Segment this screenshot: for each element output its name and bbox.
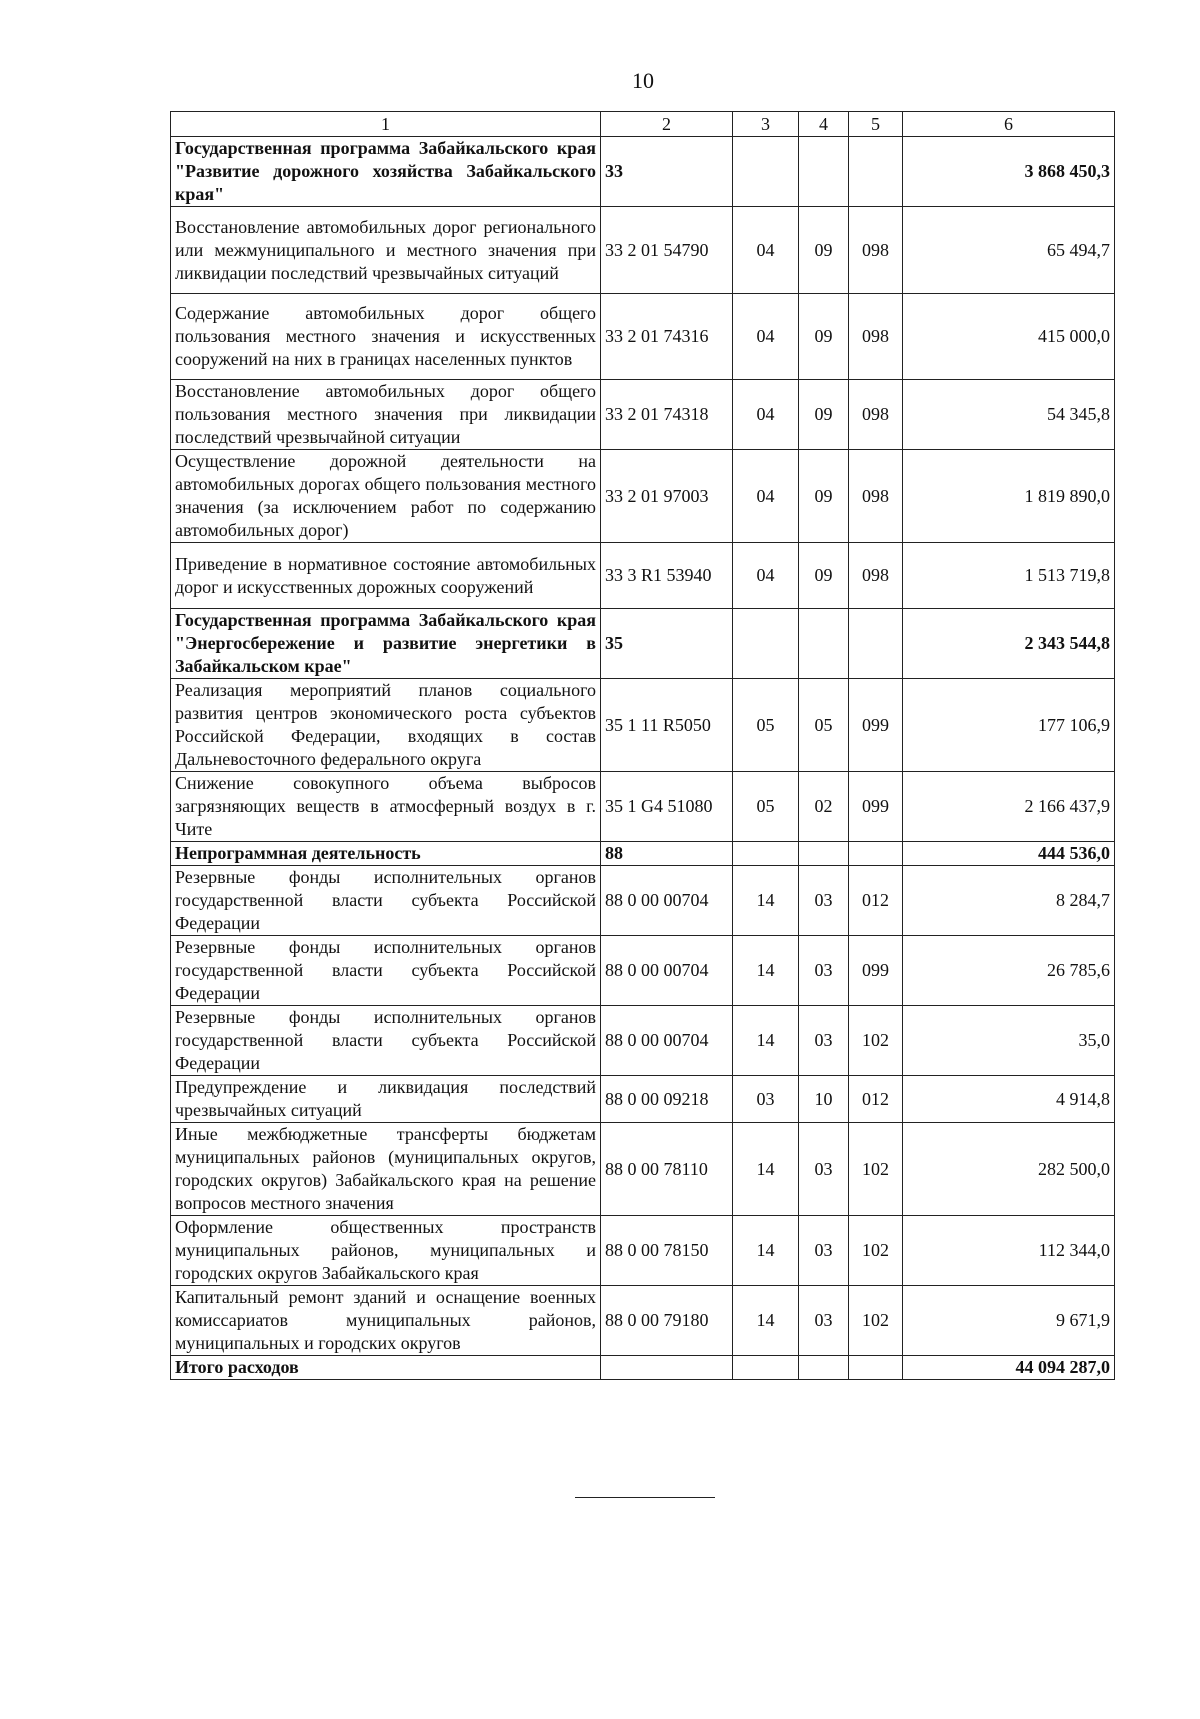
table-header-row [171,112,1115,137]
row-target-code [601,1356,733,1380]
row-target-code: 88 0 00 00704 [601,1006,733,1076]
table-row [171,207,1115,294]
row-admin-code: 102 [849,1123,903,1216]
row-name: Оформление общественных пространств муниципальных районов, муниципальных и городских округов Забайкальского края [171,1216,601,1286]
row-subsection-code: 03 [799,1006,849,1076]
row-admin-code: 098 [849,543,903,609]
row-admin-code: 098 [849,380,903,450]
row-name: Государственная программа Забайкальского края "Энергосбережение и развитие энергетики в Забайкальском крае" [171,609,601,679]
row-section-code: 14 [733,1216,799,1286]
table-row [171,137,1115,207]
row-admin-code [849,137,903,207]
row-amount: 177 106,9 [903,679,1115,772]
row-section-code [733,609,799,679]
row-admin-code: 098 [849,207,903,294]
row-subsection-code: 09 [799,380,849,450]
row-subsection-code: 05 [799,679,849,772]
row-name: Содержание автомобильных дорог общего пользования местного значения и искусственных сооружений на них в границах населенных пунктов [171,294,601,380]
row-amount: 9 671,9 [903,1286,1115,1356]
expenditure-table [170,111,1115,1380]
table-row [171,1216,1115,1286]
row-amount: 2 343 544,8 [903,609,1115,679]
row-amount: 282 500,0 [903,1123,1115,1216]
row-target-code: 35 1 11 R5050 [601,679,733,772]
table-row [171,936,1115,1006]
column-header: 5 [849,112,903,137]
row-target-code: 88 0 00 00704 [601,936,733,1006]
row-amount: 44 094 287,0 [903,1356,1115,1380]
table-row [171,450,1115,543]
row-subsection-code [799,842,849,866]
row-admin-code: 102 [849,1286,903,1356]
row-section-code [733,137,799,207]
row-target-code: 33 2 01 74316 [601,294,733,380]
row-target-code: 33 2 01 97003 [601,450,733,543]
row-name: Государственная программа Забайкальского края "Развитие дорожного хозяйства Забайкальского края" [171,137,601,207]
row-admin-code: 099 [849,679,903,772]
row-subsection-code: 02 [799,772,849,842]
table-row [171,294,1115,380]
row-section-code: 05 [733,772,799,842]
row-subsection-code: 03 [799,1216,849,1286]
row-target-code: 33 [601,137,733,207]
row-section-code: 04 [733,450,799,543]
row-amount: 444 536,0 [903,842,1115,866]
row-admin-code: 099 [849,772,903,842]
row-amount: 112 344,0 [903,1216,1115,1286]
row-target-code: 88 [601,842,733,866]
row-section-code: 04 [733,380,799,450]
table-row [171,866,1115,936]
table-row [171,1006,1115,1076]
row-target-code: 88 0 00 00704 [601,866,733,936]
row-subsection-code: 09 [799,207,849,294]
row-target-code: 88 0 00 78150 [601,1216,733,1286]
row-target-code: 88 0 00 78110 [601,1123,733,1216]
row-amount: 415 000,0 [903,294,1115,380]
table-row [171,1076,1115,1123]
closing-rule [575,1497,715,1498]
row-name: Резервные фонды исполнительных органов государственной власти субъекта Российской Федерации [171,936,601,1006]
row-admin-code: 098 [849,294,903,380]
row-target-code: 33 3 R1 53940 [601,543,733,609]
column-header: 6 [903,112,1115,137]
row-admin-code [849,609,903,679]
row-section-code: 05 [733,679,799,772]
row-subsection-code [799,137,849,207]
row-amount: 26 785,6 [903,936,1115,1006]
table-row [171,842,1115,866]
row-admin-code: 012 [849,1076,903,1123]
row-target-code: 88 0 00 09218 [601,1076,733,1123]
row-target-code: 33 2 01 74318 [601,380,733,450]
row-section-code [733,1356,799,1380]
row-amount: 3 868 450,3 [903,137,1115,207]
table-row [171,543,1115,609]
row-amount: 65 494,7 [903,207,1115,294]
table-row [171,1286,1115,1356]
row-admin-code: 102 [849,1216,903,1286]
row-admin-code: 098 [849,450,903,543]
row-subsection-code: 10 [799,1076,849,1123]
row-section-code: 14 [733,936,799,1006]
row-name: Иные межбюджетные трансферты бюджетам муниципальных районов (муниципальных округов, городских округов) Забайкальского края на решение вопросов местного значения [171,1123,601,1216]
table-row [171,772,1115,842]
row-name: Непрограммная деятельность [171,842,601,866]
row-subsection-code: 03 [799,1286,849,1356]
row-section-code [733,842,799,866]
row-name: Резервные фонды исполнительных органов государственной власти субъекта Российской Федерации [171,1006,601,1076]
row-admin-code [849,842,903,866]
row-section-code: 14 [733,1123,799,1216]
table-row [171,679,1115,772]
row-section-code: 14 [733,866,799,936]
row-admin-code [849,1356,903,1380]
row-amount: 54 345,8 [903,380,1115,450]
row-section-code: 04 [733,543,799,609]
row-subsection-code: 03 [799,1123,849,1216]
row-name: Восстановление автомобильных дорог регионального или межмуниципального и местного значения при ликвидации последствий чрезвычайных ситуаций [171,207,601,294]
row-name: Приведение в нормативное состояние автомобильных дорог и искусственных дорожных сооружений [171,543,601,609]
row-name: Снижение совокупного объема выбросов загрязняющих веществ в атмосферный воздух в г. Чите [171,772,601,842]
row-name: Предупреждение и ликвидация последствий чрезвычайных ситуаций [171,1076,601,1123]
row-subsection-code: 09 [799,294,849,380]
row-admin-code: 102 [849,1006,903,1076]
row-section-code: 14 [733,1006,799,1076]
row-name: Капитальный ремонт зданий и оснащение военных комиссариатов муниципальных районов, муниципальных и городских округов [171,1286,601,1356]
row-name: Итого расходов [171,1356,601,1380]
row-name: Осуществление дорожной деятельности на автомобильных дорогах общего пользования местного значения (за исключением работ по содержанию автомобильных дорог) [171,450,601,543]
page-number: 10 [632,68,654,93]
row-target-code: 35 1 G4 51080 [601,772,733,842]
row-subsection-code [799,609,849,679]
row-amount: 1 819 890,0 [903,450,1115,543]
row-subsection-code: 03 [799,866,849,936]
table-row [171,1356,1115,1380]
table-row [171,380,1115,450]
row-name: Восстановление автомобильных дорог общего пользования местного значения при ликвидации последствий чрезвычайной ситуации [171,380,601,450]
row-section-code: 04 [733,294,799,380]
row-subsection-code: 09 [799,543,849,609]
row-target-code: 35 [601,609,733,679]
column-header: 3 [733,112,799,137]
row-amount: 8 284,7 [903,866,1115,936]
row-target-code: 88 0 00 79180 [601,1286,733,1356]
table-row [171,609,1115,679]
row-admin-code: 099 [849,936,903,1006]
row-subsection-code: 09 [799,450,849,543]
row-amount: 1 513 719,8 [903,543,1115,609]
row-subsection-code [799,1356,849,1380]
row-target-code: 33 2 01 54790 [601,207,733,294]
column-header: 1 [171,112,601,137]
table-row [171,1123,1115,1216]
row-subsection-code: 03 [799,936,849,1006]
column-header: 2 [601,112,733,137]
column-header: 4 [799,112,849,137]
row-admin-code: 012 [849,866,903,936]
row-amount: 4 914,8 [903,1076,1115,1123]
row-section-code: 03 [733,1076,799,1123]
row-section-code: 04 [733,207,799,294]
row-amount: 35,0 [903,1006,1115,1076]
row-amount: 2 166 437,9 [903,772,1115,842]
row-section-code: 14 [733,1286,799,1356]
row-name: Реализация мероприятий планов социального развития центров экономического роста субъектов Российской Федерации, входящих в состав Дальневосточного федерального округа [171,679,601,772]
row-name: Резервные фонды исполнительных органов государственной власти субъекта Российской Федерации [171,866,601,936]
